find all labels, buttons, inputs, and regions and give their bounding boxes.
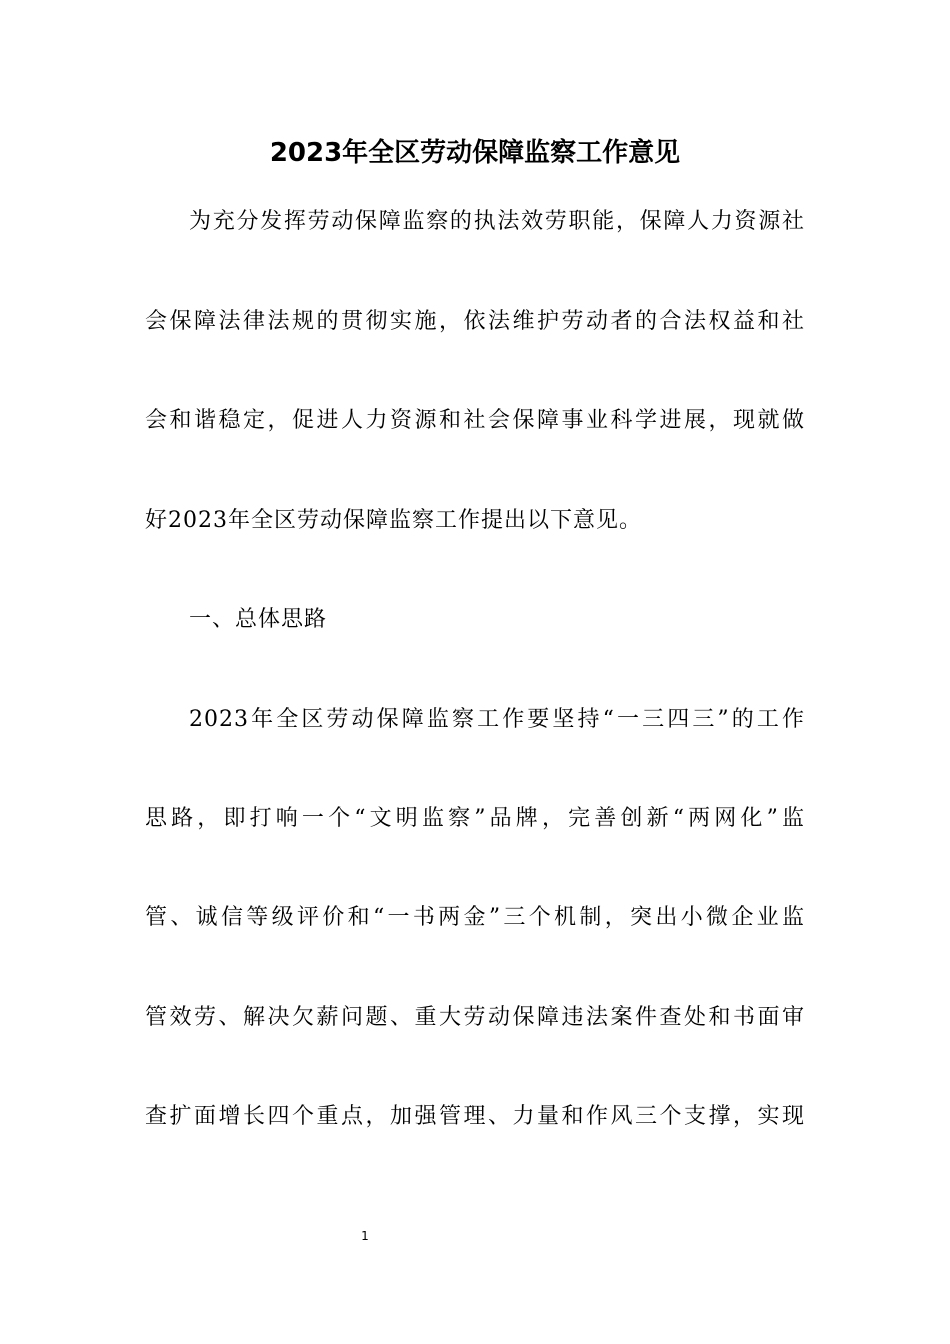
- paragraph-line: 2023年全区劳动保障监察工作要坚持“一三四三”的工作: [189, 707, 805, 732]
- paragraph-line: 会和谐稳定，促进人力资源和社会保障事业科学进展，现就做: [145, 408, 805, 433]
- section-heading: 一、总体思路: [189, 607, 328, 632]
- page-number: 1: [361, 1229, 369, 1243]
- paragraph-line: 查扩面增长四个重点，加强管理、力量和作风三个支撑，实现: [145, 1104, 805, 1129]
- paragraph-line: 管效劳、解决欠薪问题、重大劳动保障违法案件查处和书面审: [145, 1005, 805, 1030]
- paragraph-line: 管、诚信等级评价和“一书两金”三个机制，突出小微企业监: [145, 905, 805, 930]
- paragraph-line: 好2023年全区劳动保障监察工作提出以下意见。: [145, 508, 642, 533]
- paragraph-line: 思路，即打响一个“文明监察”品牌，完善创新“两网化”监: [145, 806, 805, 831]
- paragraph-line: 会保障法律法规的贯彻实施，依法维护劳动者的合法权益和社: [145, 309, 805, 334]
- paragraph-line: 为充分发挥劳动保障监察的执法效劳职能，保障人力资源社: [189, 209, 805, 234]
- document-title: 2023年全区劳动保障监察工作意见: [269, 138, 681, 168]
